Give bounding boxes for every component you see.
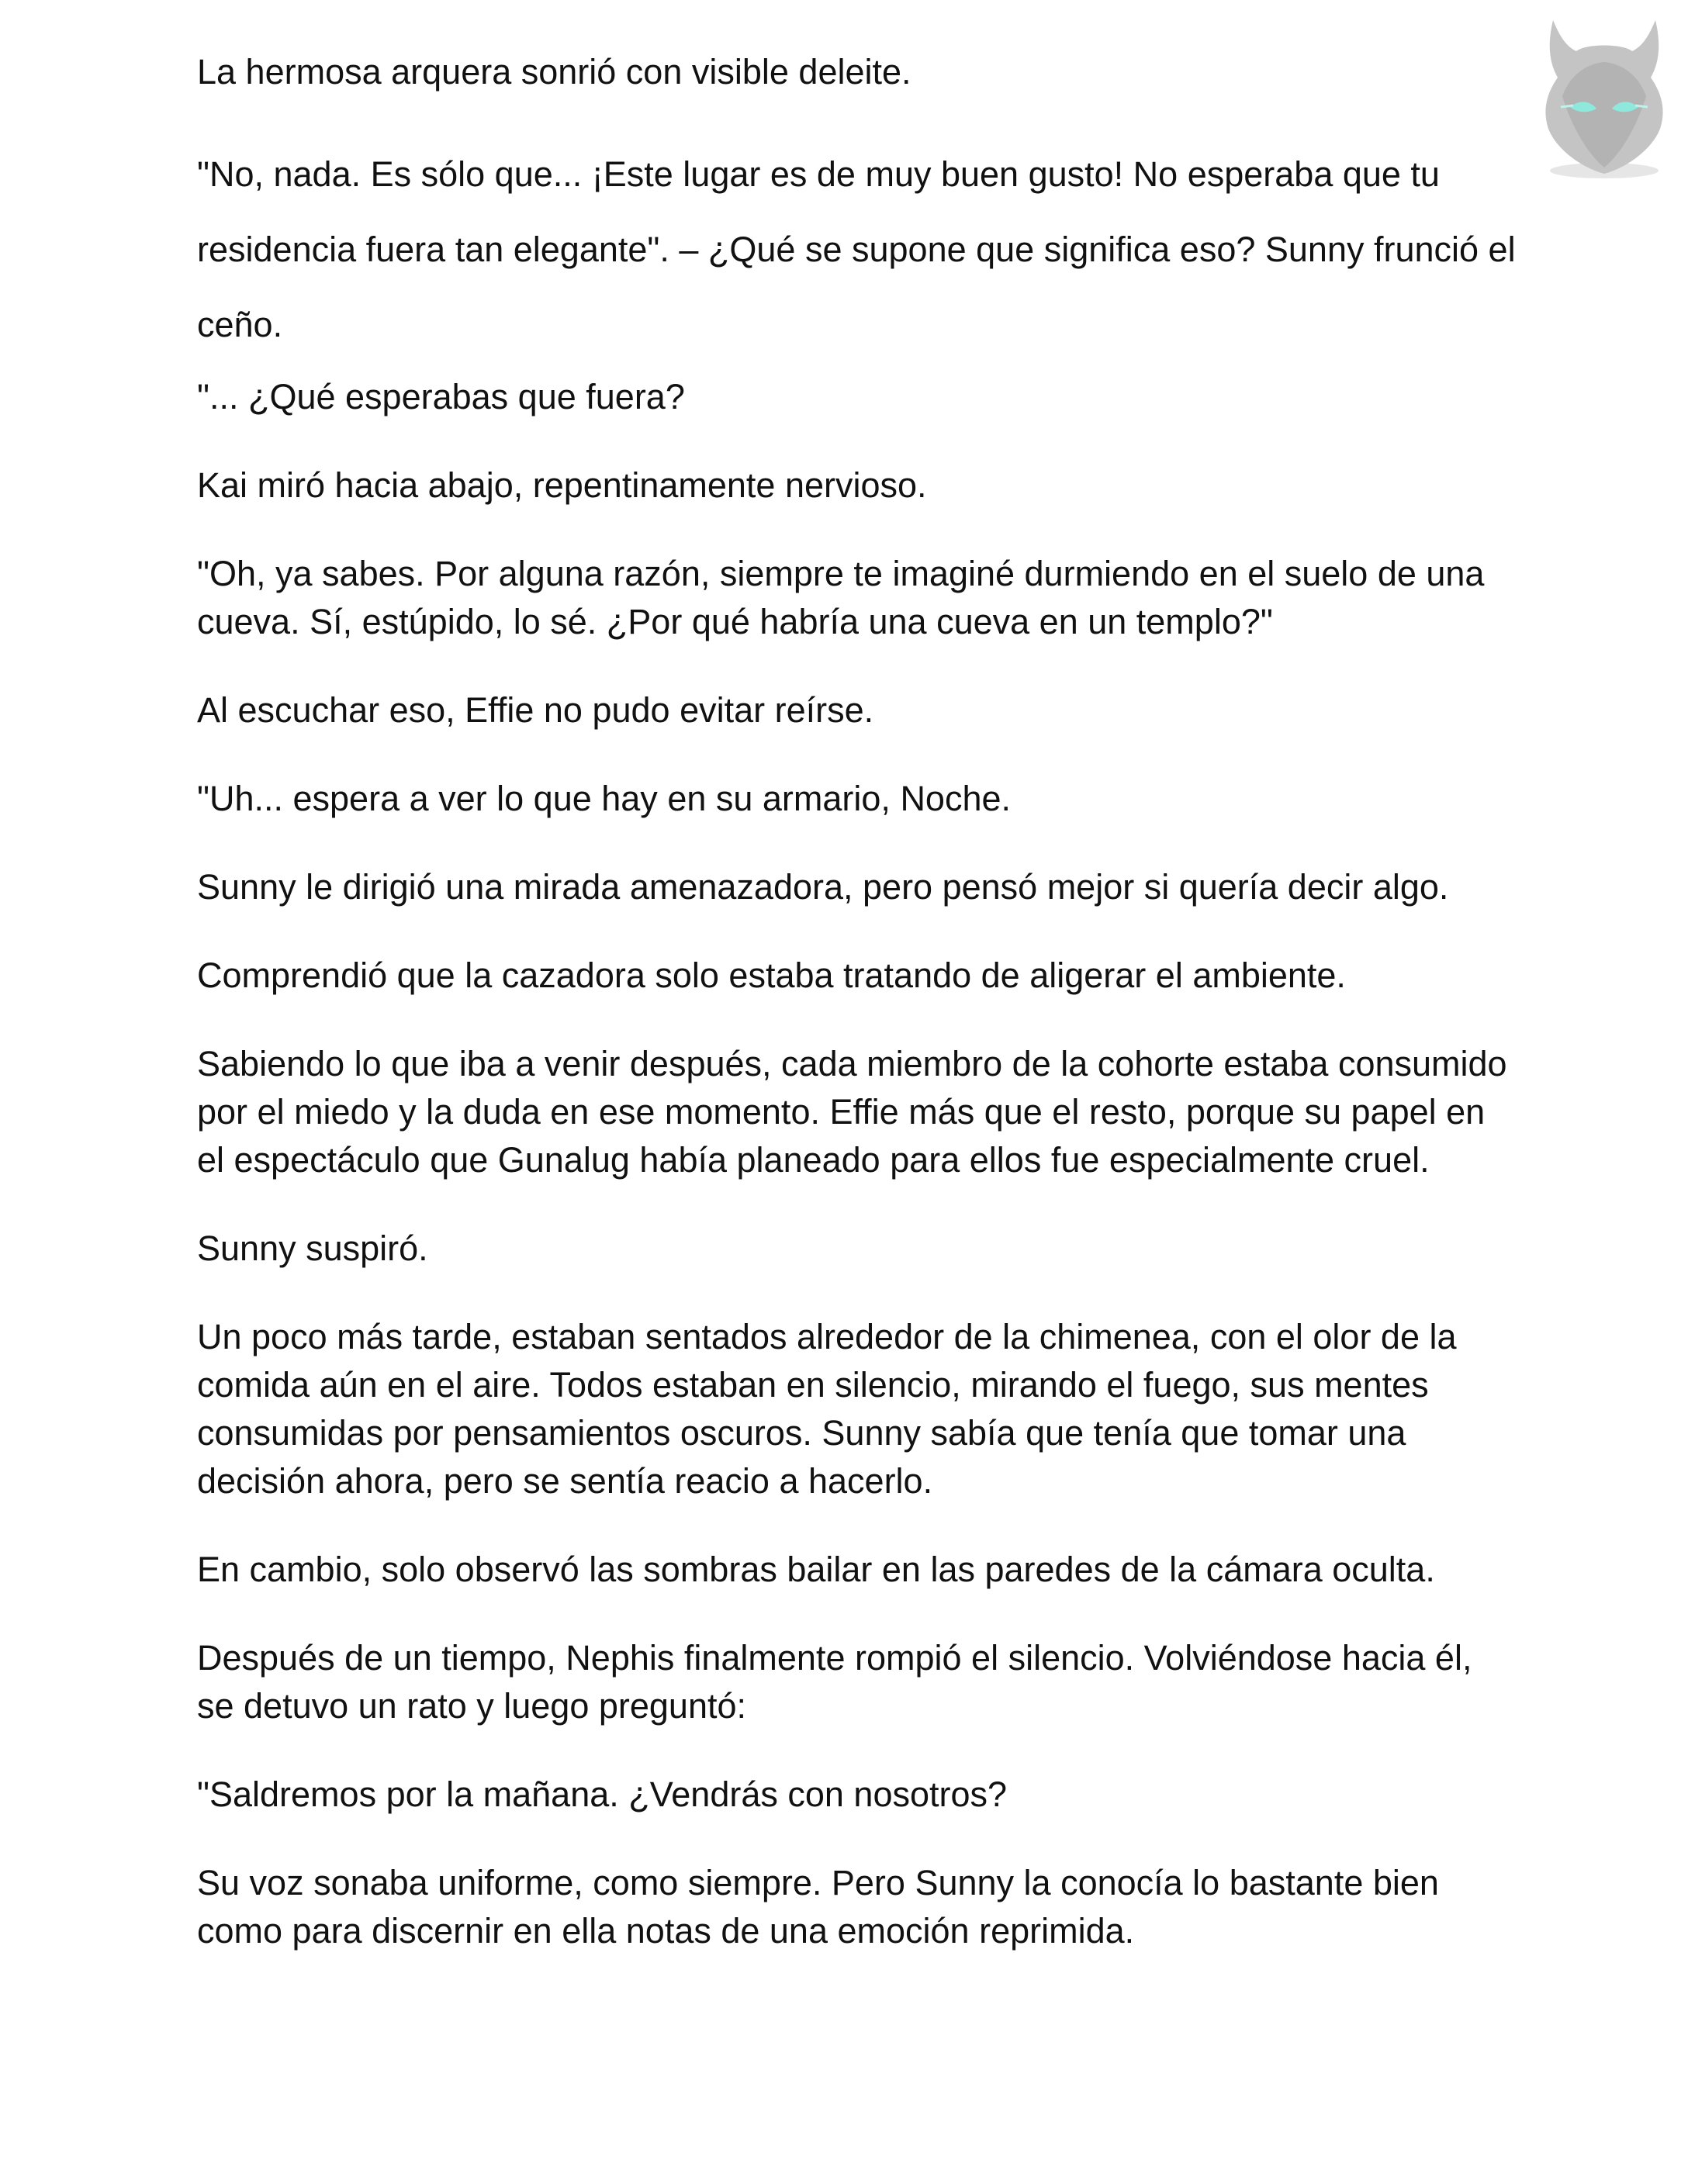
paragraph-12: Un poco más tarde, estaban sentados alrededor de la chimenea, con el olor de la comida aún en el aire. Todos estaban en silencio, mirando el fuego, sus mentes consumidas por pensamientos oscuros. Sunny sabía que tenía que tomar una decisión ahora, pero se sentía reacio a hacerlo. — [197, 1317, 1457, 1501]
paragraph-14: Después de un tiempo, Nephis finalmente rompió el silencio. Volviéndose hacia él, se detuvo un rato y luego preguntó: — [197, 1638, 1472, 1726]
paragraph-5: "Oh, ya sabes. Por alguna razón, siempre te imaginé durmiendo en el suelo de una cueva. Sí, estúpido, lo sé. ¿Por qué habría una cueva en un templo?" — [197, 554, 1485, 641]
paragraph-7: "Uh... espera a ver lo que hay en su armario, Noche. — [197, 779, 1012, 818]
horned-demon-head-icon — [1530, 16, 1679, 186]
paragraph-1: La hermosa arquera sonrió con visible deleite. — [197, 52, 911, 92]
paragraph-4: Kai miró hacia abajo, repentinamente nervioso. — [197, 465, 927, 505]
paragraph-6: Al escuchar eso, Effie no pudo evitar reírse. — [197, 690, 874, 730]
paragraph-10: Sabiendo lo que iba a venir después, cada miembro de la cohorte estaba consumido por el miedo y la duda en ese momento. Effie más que el resto, porque su papel en el espectáculo que Gunalug había planeado para ellos fue especialmente cruel. — [197, 1044, 1507, 1180]
paragraph-9: Comprendió que la cazadora solo estaba tratando de aligerar el ambiente. — [197, 955, 1346, 995]
paragraph-8: Sunny le dirigió una mirada amenazadora, pero pensó mejor si quería decir algo. — [197, 867, 1449, 907]
paragraph-13: En cambio, solo observó las sombras bailar en las paredes de la cámara oculta. — [197, 1550, 1435, 1589]
logo-graphic — [1530, 16, 1679, 186]
paragraph-16: Su voz sonaba uniforme, como siempre. Pero Sunny la conocía lo bastante bien como para discernir en ella notas de una emoción reprimida. — [197, 1863, 1439, 1951]
paragraph-2: "No, nada. Es sólo que... ¡Este lugar es de muy buen gusto! No esperaba que tu residencia fuera tan elegante". – ¿Qué se supone que significa eso? Sunny frunció el ceño. — [197, 154, 1516, 344]
paragraph-11: Sunny suspiró. — [197, 1228, 428, 1268]
paragraph-15: "Saldremos por la mañana. ¿Vendrás con nosotros? — [197, 1774, 1008, 1814]
paragraph-3: "... ¿Qué esperabas que fuera? — [197, 377, 685, 416]
document-body — [197, 48, 1516, 1996]
